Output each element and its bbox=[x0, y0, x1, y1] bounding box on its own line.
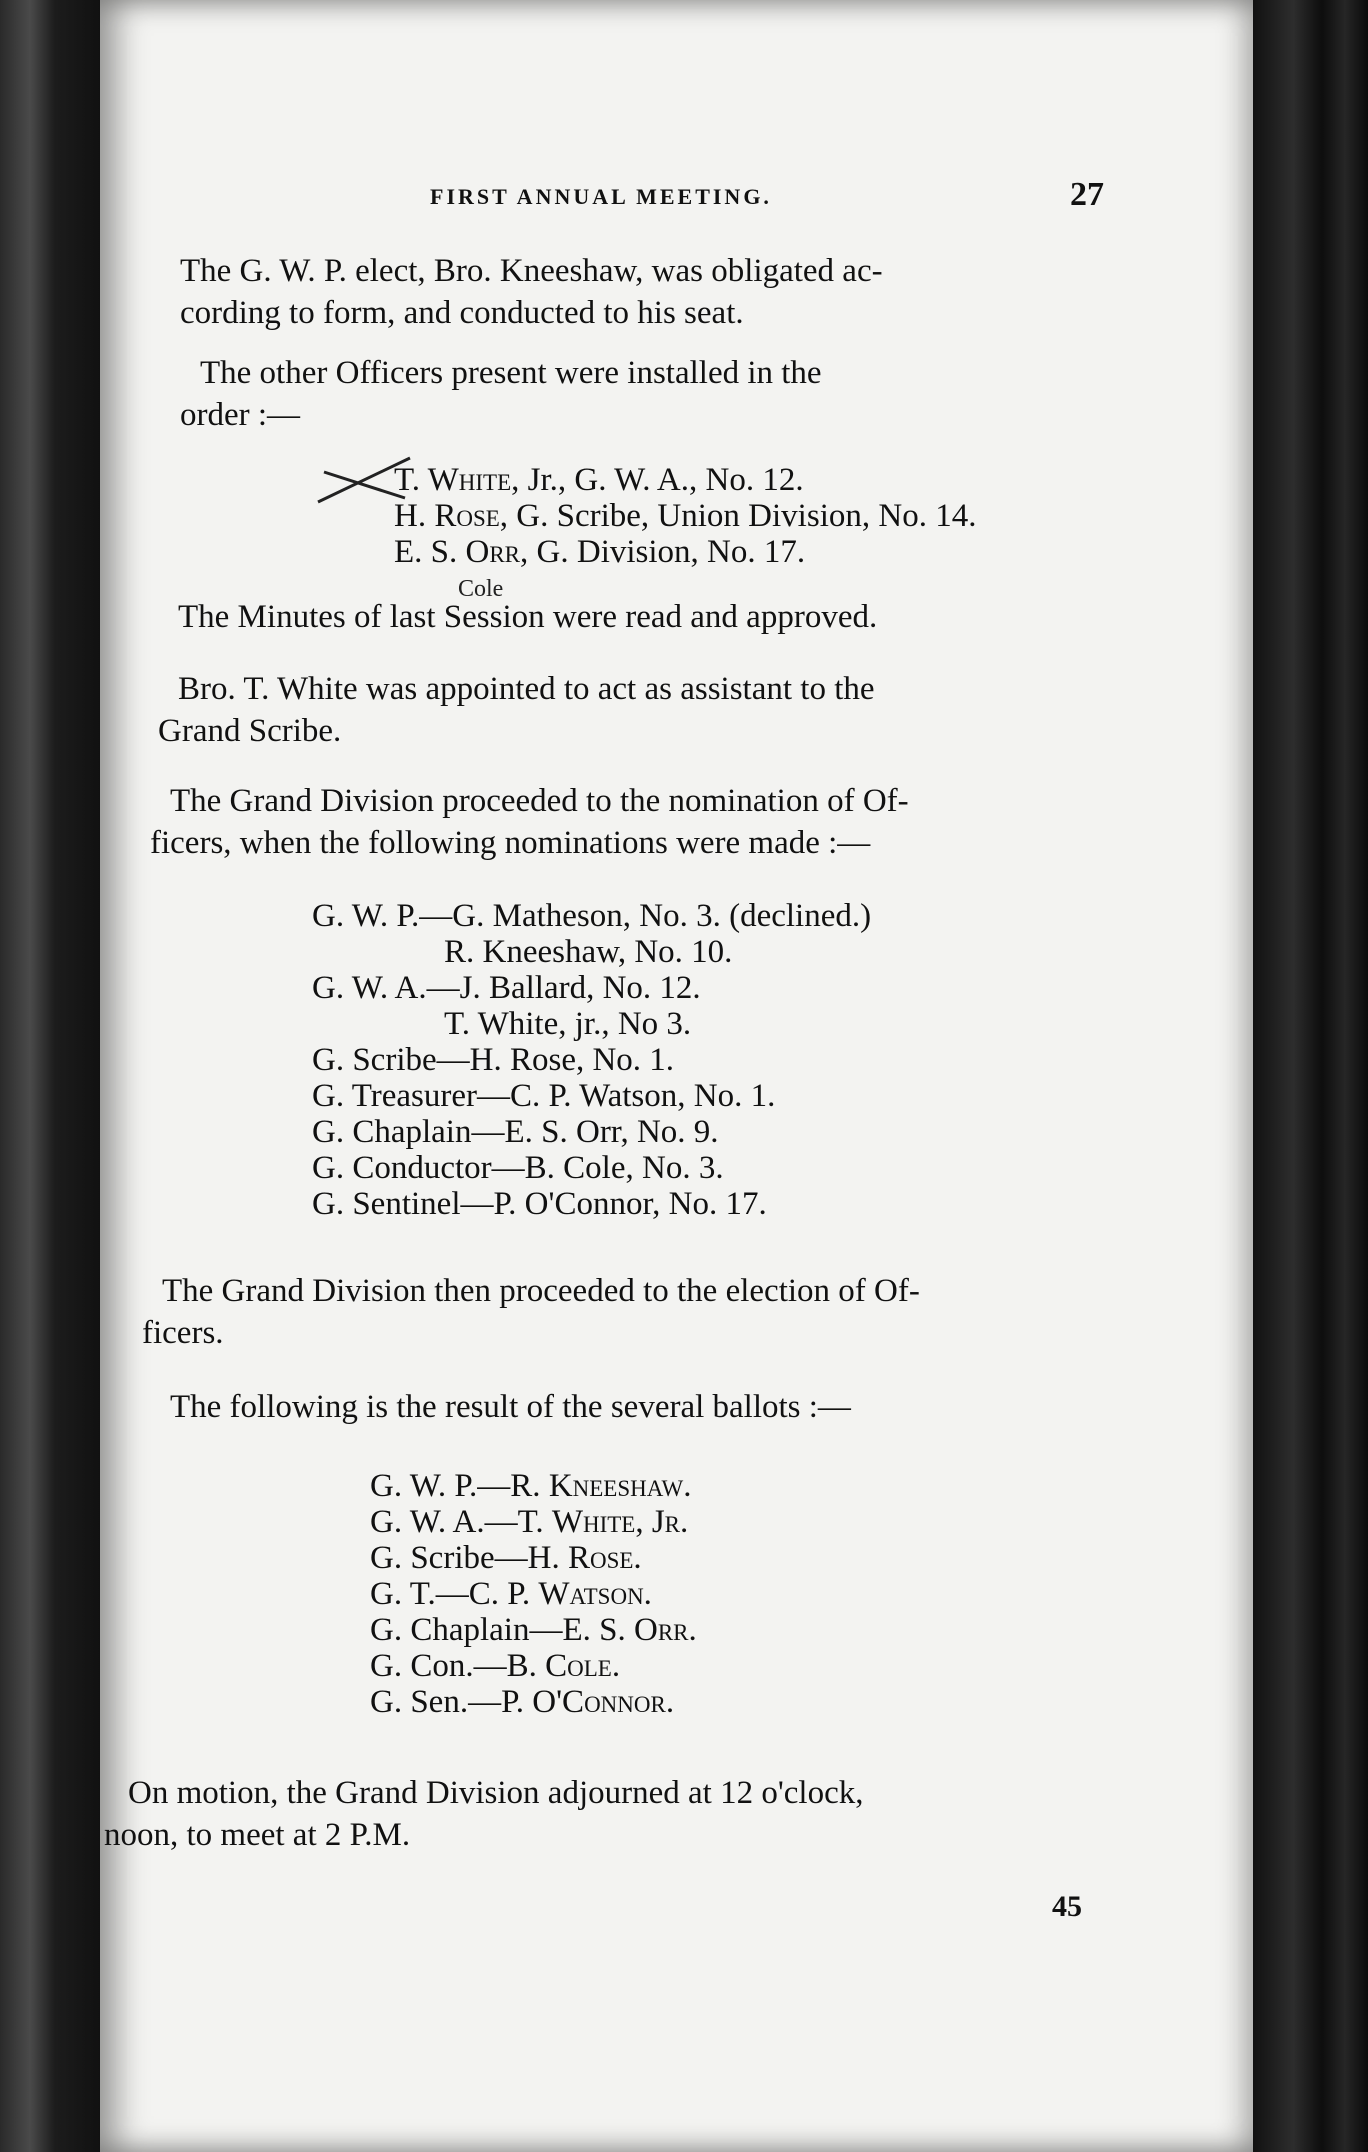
paragraph-obligation bbox=[180, 250, 1120, 334]
paragraph-election-intro bbox=[142, 1270, 1082, 1354]
book-page bbox=[100, 0, 1253, 2152]
result-name: Rose. bbox=[567, 1540, 642, 1576]
result-entry bbox=[370, 1540, 697, 1576]
installed-officer bbox=[394, 534, 976, 570]
result-office: G. W. A.—T. bbox=[370, 1504, 552, 1540]
officer-detail: , Jr., G. W. A., No. 12. bbox=[511, 462, 804, 498]
text-line: Grand Scribe. bbox=[158, 713, 342, 749]
result-office: G. Sen.—P. bbox=[370, 1684, 533, 1720]
nomination-entry: G. Chaplain—E. S. Orr, No. 9. bbox=[312, 1114, 719, 1150]
officer-name: T. White bbox=[394, 462, 512, 498]
nomination-entry: G. Scribe—H. Rose, No. 1. bbox=[312, 1042, 675, 1078]
nomination-entry: G. W. P.—G. Matheson, No. 3. (declined.) bbox=[312, 898, 872, 934]
officer-name: H. Rose bbox=[394, 498, 500, 534]
text-line: cording to form, and conducted to his seat. bbox=[180, 295, 744, 331]
running-head: FIRST ANNUAL MEETING. bbox=[430, 184, 772, 209]
result-entry bbox=[370, 1504, 697, 1540]
nomination-entry: G. W. A.—J. Ballard, No. 12. bbox=[312, 970, 701, 1006]
nomination-entry: R. Kneeshaw, No. 10. bbox=[444, 934, 733, 970]
paragraph-assistant bbox=[158, 668, 1098, 752]
installed-officer bbox=[394, 498, 976, 534]
result-entry bbox=[370, 1684, 697, 1720]
result-entry bbox=[370, 1612, 697, 1648]
text-line: Bro. T. White was appointed to act as assistant to the bbox=[178, 671, 875, 707]
result-entry bbox=[370, 1576, 697, 1612]
officer-detail: , G. Division, No. 17. bbox=[520, 534, 806, 570]
nominations-list bbox=[312, 898, 871, 1222]
nomination-entry: T. White, jr., No 3. bbox=[444, 1006, 692, 1042]
signature-mark: 45 bbox=[1052, 1890, 1082, 1923]
paragraph-nomination-intro bbox=[150, 780, 1090, 864]
nomination-entry: G. Conductor—B. Cole, No. 3. bbox=[312, 1150, 724, 1186]
result-name: Orr. bbox=[633, 1612, 697, 1648]
book-edge-left bbox=[0, 0, 100, 2152]
page-number: 27 bbox=[1070, 176, 1104, 213]
officer-name: E. S. Orr bbox=[394, 534, 521, 570]
text-line: The G. W. P. elect, Bro. Kneeshaw, was obligated ac- bbox=[180, 253, 883, 289]
result-name: Watson. bbox=[538, 1576, 652, 1612]
result-name: White, Jr. bbox=[551, 1504, 689, 1540]
pencil-cross-mark bbox=[310, 452, 420, 512]
paragraph-ballot-intro bbox=[150, 1386, 1090, 1428]
result-entry bbox=[370, 1648, 697, 1684]
result-name: Kneeshaw. bbox=[548, 1468, 692, 1504]
result-office: G. Scribe—H. bbox=[370, 1540, 568, 1576]
result-office: G. Con.—B. bbox=[370, 1648, 546, 1684]
result-office: G. Chaplain—E. S. bbox=[370, 1612, 634, 1648]
nomination-entry: G. Sentinel—P. O'Connor, No. 17. bbox=[312, 1186, 767, 1222]
paragraph-adjournment bbox=[104, 1772, 1044, 1856]
paragraph-minutes bbox=[158, 596, 1098, 638]
text-line: On motion, the Grand Division adjourned at 12 o'clock, bbox=[128, 1775, 864, 1811]
text-line: The Grand Division proceeded to the nomination of Of- bbox=[170, 783, 909, 819]
result-entry bbox=[370, 1468, 697, 1504]
installed-officer bbox=[394, 462, 976, 498]
book-edge-right bbox=[1253, 0, 1368, 2152]
text-line: The Grand Division then proceeded to the election of Of- bbox=[162, 1273, 920, 1309]
election-results-list bbox=[370, 1468, 697, 1720]
handwritten-annotation: Cole bbox=[458, 576, 504, 602]
nomination-entry: G. Treasurer—C. P. Watson, No. 1. bbox=[312, 1078, 776, 1114]
officer-detail: , G. Scribe, Union Division, No. 14. bbox=[499, 498, 977, 534]
result-office: G. W. P.—R. bbox=[370, 1468, 549, 1504]
installed-officers-list bbox=[394, 462, 976, 570]
text-line: The Minutes of last Session were read and approved. bbox=[178, 599, 878, 635]
text-line: ficers. bbox=[142, 1315, 224, 1351]
text-line: The following is the result of the several ballots :— bbox=[170, 1389, 851, 1425]
result-name: O'Connor. bbox=[532, 1684, 675, 1720]
text-line: noon, to meet at 2 P.M. bbox=[104, 1817, 411, 1853]
text-line: The other Officers present were installed in the bbox=[200, 355, 822, 391]
result-name: Cole. bbox=[545, 1648, 621, 1684]
result-office: G. T.—C. P. bbox=[370, 1576, 539, 1612]
text-line: order :— bbox=[180, 397, 301, 433]
text-line: ficers, when the following nominations were made :— bbox=[150, 825, 871, 861]
paragraph-installation bbox=[180, 352, 1120, 436]
